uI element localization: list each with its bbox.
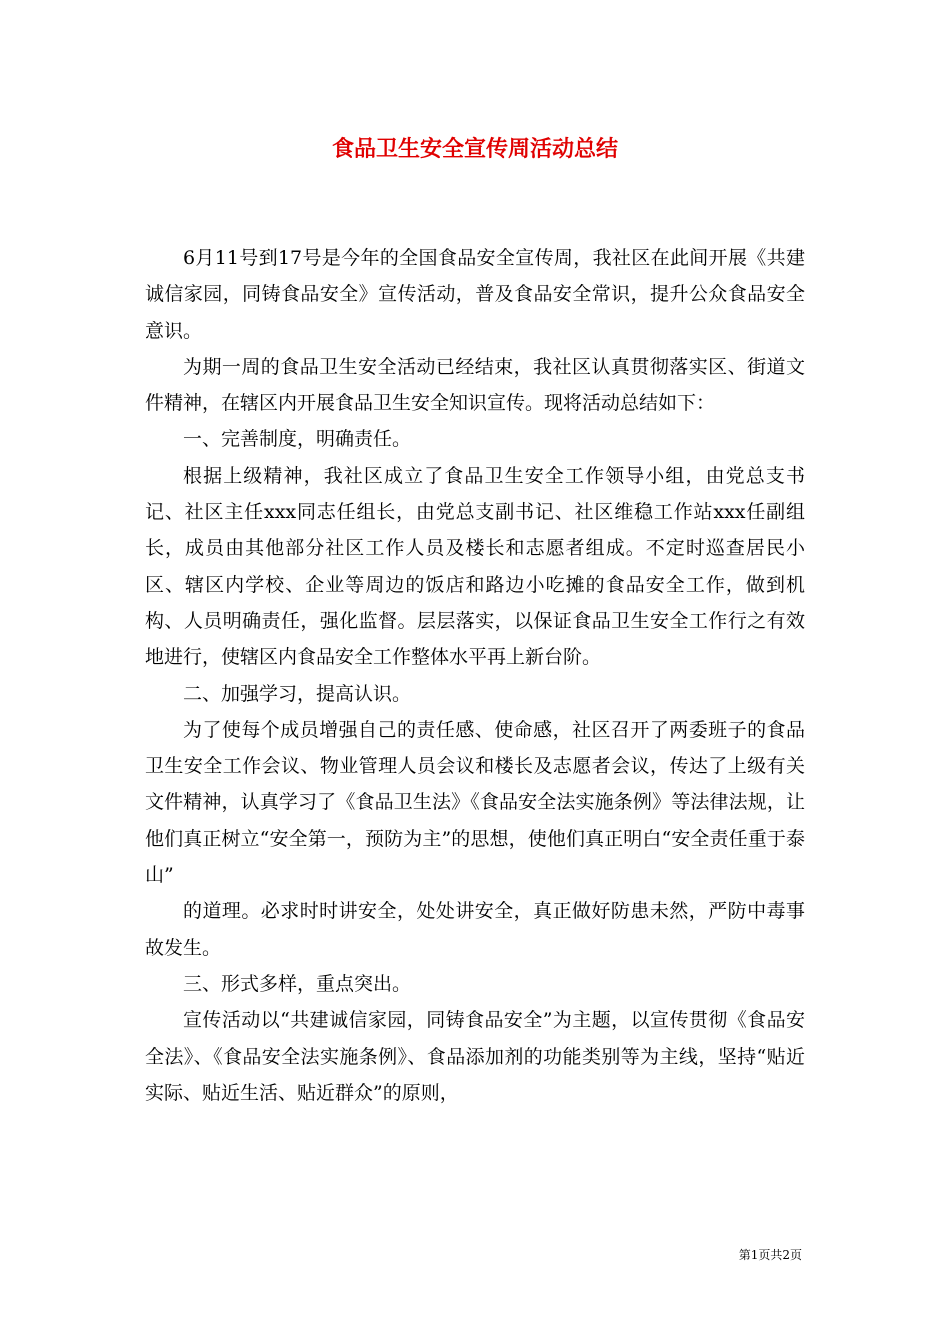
- paragraph: 根据上级精神，我社区成立了食品卫生安全工作领导小组，由党总支书记、社区主任xxx同志任组长，由党总支副书记、社区维稳工作站xxx任副组长，成员由其他部分社区工作人员及楼长和志愿者组成。不定时巡查居民小区、辖区内学校、企业等周边的饭店和路边小吃摊的食品安全工作，做到机构、人员明确责任，强化监督。层层落实，以保证食品卫生安全工作行之有效地进行，使辖区内食品安全工作整体水平再上新台阶。: [145, 464, 805, 669]
- paragraph: 6月11号到17号是今年的全国食品安全宣传周，我社区在此间开展《共建诚信家园，同铸食品安全》宣传活动，普及食品安全常识，提升公众食品安全意识。: [145, 247, 805, 342]
- paragraph: 的道理。必求时时讲安全，处处讲安全，真正做好防患未然，严防中毒事故发生。: [145, 900, 805, 959]
- paragraph: 为期一周的食品卫生安全活动已经结束，我社区认真贯彻落实区、街道文件精神，在辖区内开展食品卫生安全知识宣传。现将活动总结如下：: [145, 355, 805, 415]
- document-body: [145, 240, 805, 1111]
- paragraph: 为了使每个成员增强自己的责任感、使命感，社区召开了两委班子的食品卫生安全工作会议、物业管理人员会议和楼长及志愿者会议，传达了上级有关文件精神，认真学习了《食品卫生法》《食品安全法实施条例》等法律法规，让他们真正树立“安全第一，预防为主”的思想，使他们真正明白“安全责任重于泰山”: [145, 718, 805, 887]
- section-heading: 三、形式多样，重点突出。: [183, 972, 412, 995]
- paragraph: 宣传活动以“共建诚信家园，同铸食品安全”为主题，以宣传贯彻《食品安全法》、《食品安全法实施条例》、食品添加剂的功能类别等为主线，坚持“贴近实际、贴近生活、贴近群众”的原则，: [145, 1009, 805, 1104]
- section-heading: 二、加强学习，提高认识。: [183, 682, 412, 705]
- section-heading: 一、完善制度，明确责任。: [183, 428, 412, 451]
- document-title: 食品卫生安全宣传周活动总结: [331, 136, 618, 162]
- page-number: 第1页共2页: [738, 1248, 802, 1262]
